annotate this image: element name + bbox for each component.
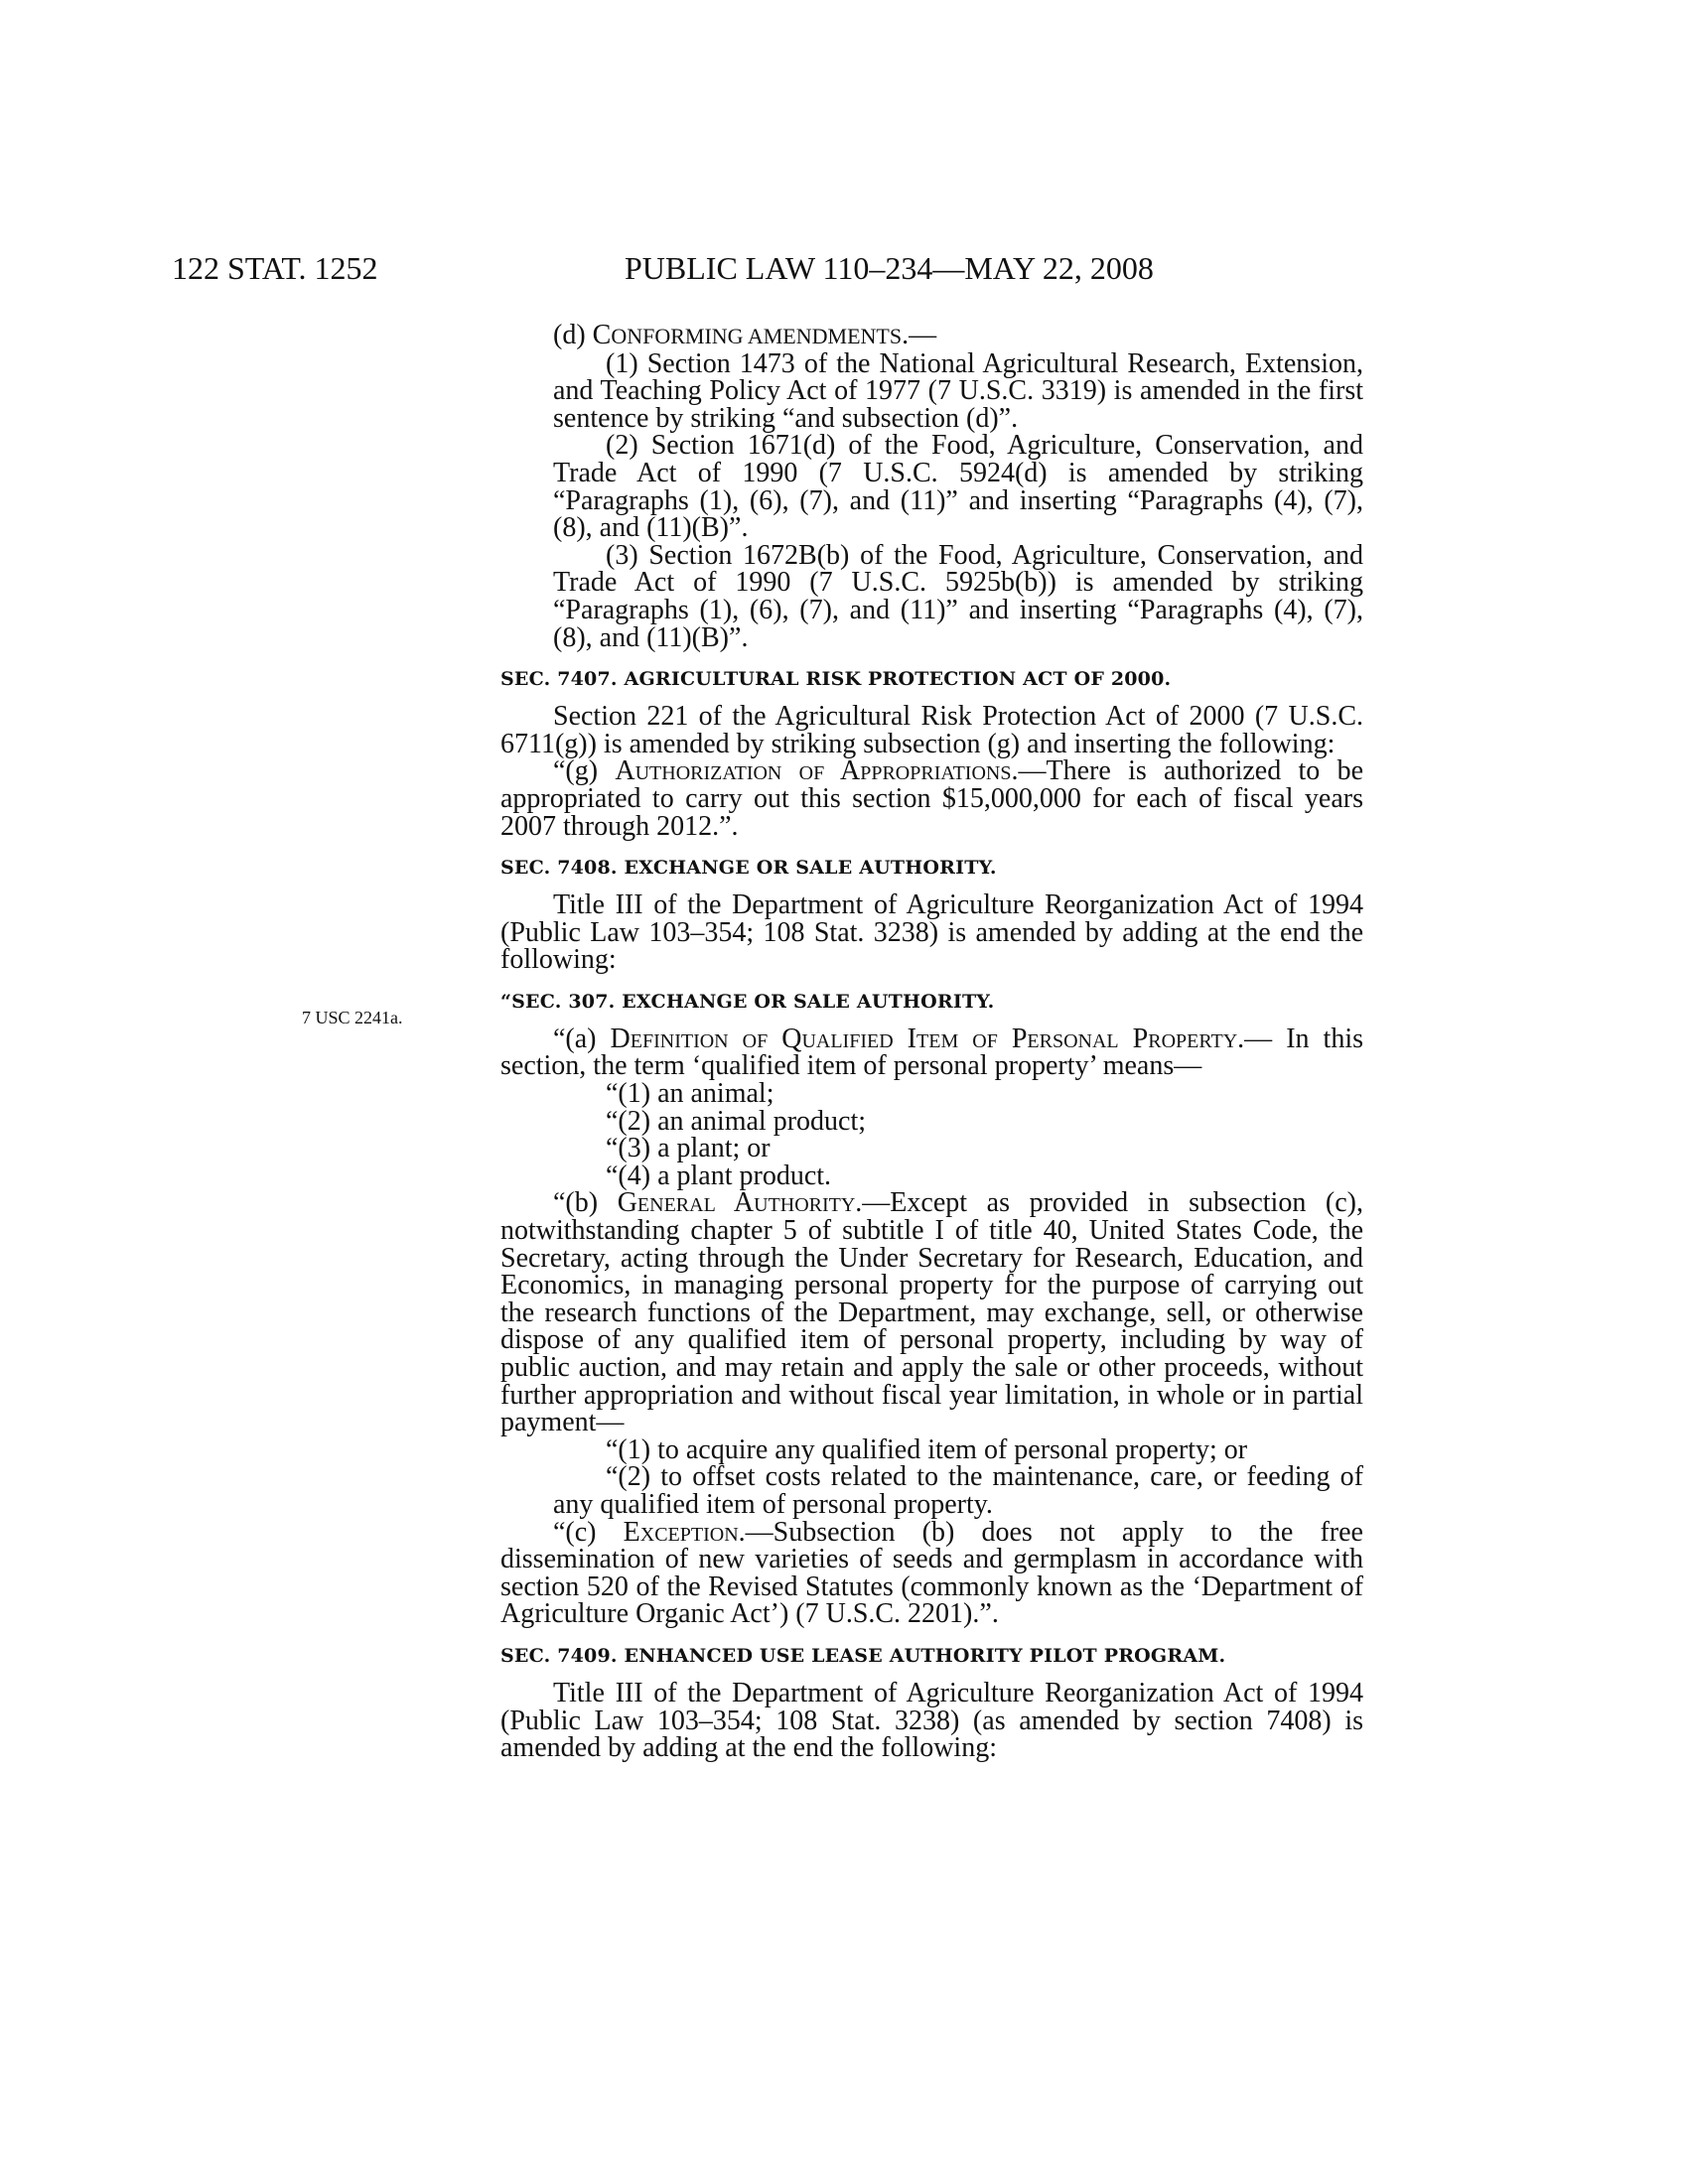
running-header-title: PUBLIC LAW 110–234—MAY 22, 2008 — [625, 250, 1154, 286]
section-7409-heading: SEC. 7409. ENHANCED USE LEASE AUTHORITY PILOT PROGRAM. — [500, 1644, 1226, 1667]
definition-item-1: “(1) an animal; — [606, 1078, 774, 1110]
amendment-paragraph-3: (3) Section 1672B(b) of the Food, Agriculture, Conservation, and Trade Act of 1990 (7 U.S.C. 5925b(b)) is amended by striking “Paragraphs (1), (6), (7), and (11)” and inserting “Paragraphs (4), (7), (8), and (11)(B)”. — [553, 539, 1363, 653]
amendment-paragraph-2: (2) Section 1671(d) of the Food, Agriculture, Conservation, and Trade Act of 1990 (7 U.S.C. 5924(d) is amended by striking “Paragraphs (1), (6), (7), and (11)” and inserting “Paragraphs (4), (7), (8), and (11)(B)”. — [553, 430, 1363, 544]
definition-item-2: “(2) an animal product; — [606, 1105, 867, 1137]
subsection-a-definition: “(a) Definition of Qualified Item of Personal Property.— In this section, the term ‘qualified item of personal property’ means— — [500, 1023, 1363, 1082]
statute-page-number: 122 STAT. 1252 — [172, 250, 378, 286]
section-7407-subsection-g: “(g) Authorization of Appropriations.—There is authorized to be appropriated to carry out this section $15,000,000 for each of fiscal years 2007 through 2012.”. — [500, 755, 1364, 842]
subsection-d-heading: (d) CONFORMING AMENDMENTS.— — [553, 320, 937, 350]
definition-item-3: “(3) a plant; or — [606, 1133, 771, 1164]
authority-item-2: “(2) to offset costs related to the maintenance, care, or feeding of any qualified item of personal property. — [553, 1461, 1363, 1520]
subsection-c-exception: “(c) Exception.—Subsection (b) does not apply to the free dissemination of new varieties of seeds and germplasm in accordance with section 520 of the Revised Statutes (commonly known as the ‘Department of Agriculture Organic Act’) (7 U.S.C. 2201).”. — [500, 1516, 1363, 1630]
authority-item-1: “(1) to acquire any qualified item of personal property; or — [606, 1433, 1248, 1465]
section-7407-text: Section 221 of the Agricultural Risk Protection Act of 2000 (7 U.S.C. 6711(g)) is amended by striking subsection (g) and inserting the following: — [500, 701, 1363, 759]
subsection-b-general-authority: “(b) General Authority.—Except as provided in subsection (c), notwithstanding chapter 5 of subtitle I of title 40, United States Code, the Secretary, acting through the Under Secretary for Research, Education, and Economics, in managing personal property for the purpose of carrying out the research functions of the Department, may exchange, sell, or otherwise dispose of any qualified item of personal property, including by way of public auction, and may retain and apply the sale or other proceeds, without further appropriation and without fiscal year limitation, in whole or in partial payment— — [500, 1187, 1364, 1438]
section-7408-heading: SEC. 7408. EXCHANGE OR SALE AUTHORITY. — [500, 857, 997, 880]
section-7407-heading: SEC. 7407. AGRICULTURAL RISK PROTECTION ACT OF 2000. — [500, 668, 1172, 691]
margin-note-usc-citation: 7 USC 2241a. — [302, 1008, 403, 1027]
document-body — [500, 322, 1363, 1762]
section-7408-text: Title III of the Department of Agriculture Reorganization Act of 1994 (Public Law 103–354; 108 Stat. 3238) is amended by adding at the end the following: — [500, 889, 1363, 976]
amendment-paragraph-1: (1) Section 1473 of the National Agricultural Research, Extension, and Teaching Policy Act of 1977 (7 U.S.C. 3319) is amended in the first sentence by striking “and subsection (d)”. — [553, 347, 1363, 434]
section-307-heading: “SEC. 307. EXCHANGE OR SALE AUTHORITY. — [500, 990, 995, 1013]
definition-item-4: “(4) a plant product. — [606, 1160, 832, 1191]
section-7409-text: Title III of the Department of Agriculture Reorganization Act of 1994 (Public Law 103–354; 108 Stat. 3238) (as amended by section 7408) is amended by adding at the end the following: — [500, 1677, 1363, 1764]
